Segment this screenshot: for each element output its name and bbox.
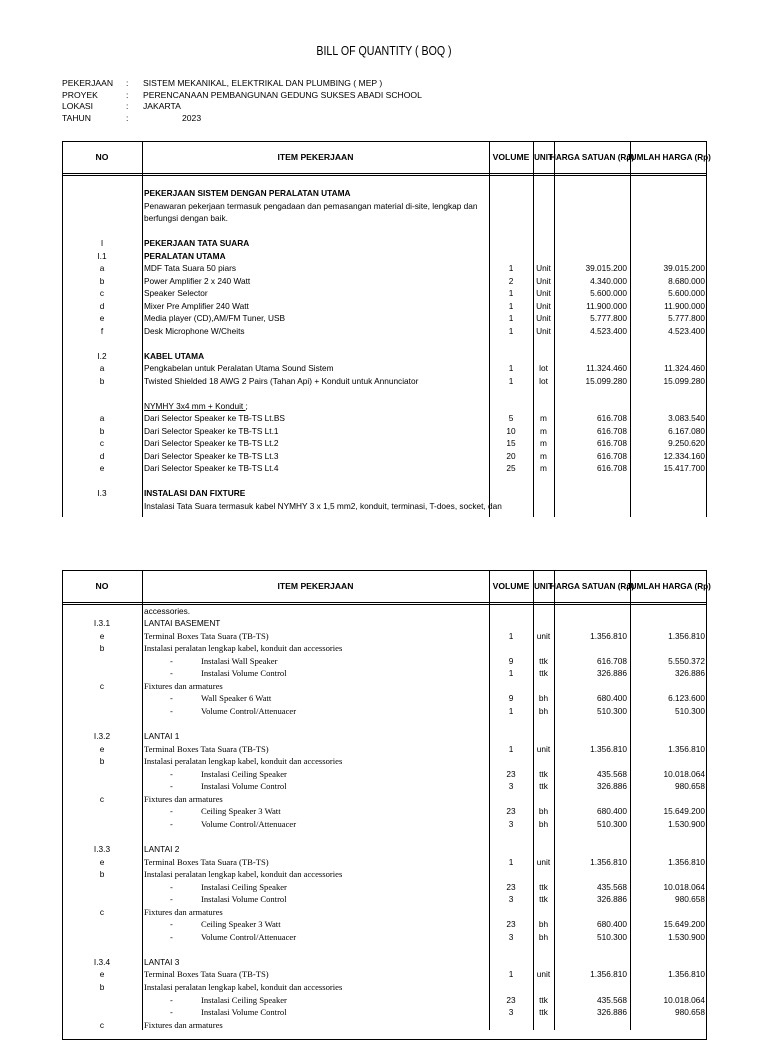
unit-value: ttk: [539, 655, 548, 666]
total-price: 6.123.600: [668, 693, 705, 704]
dash-marker: -: [170, 931, 173, 942]
row-number: a: [99, 413, 105, 423]
unit-price: 1.356.810: [590, 969, 627, 980]
boq-table-1: [62, 141, 711, 517]
unit-price: 4.340.000: [590, 275, 627, 286]
volume-value: 1: [508, 313, 514, 323]
item-description: KABEL UTAMA: [144, 350, 205, 361]
total-price: 10.018.064: [663, 768, 705, 779]
row-number: a: [99, 263, 105, 273]
total-price: 510.300: [675, 705, 705, 716]
document-title: BILL OF QUANTITY ( BOQ ): [316, 44, 452, 58]
meta-value: PERENCANAAN PEMBANGUNAN GEDUNG SUKSES ABADI SCHOOL: [143, 89, 422, 100]
item-description: LANTAI BASEMENT: [144, 618, 221, 629]
unit-value: unit: [536, 856, 551, 867]
unit-price: 39.015.200: [585, 263, 627, 273]
item-description: Fixtures dan armatures: [144, 793, 223, 804]
total-price: 11.900.000: [664, 300, 705, 311]
total-price: 39.015.200: [663, 263, 705, 273]
row-number: b: [99, 375, 105, 386]
unit-price: 616.708: [597, 655, 627, 666]
unit-price: 435.568: [597, 994, 627, 1005]
header-unit: UNIT: [534, 152, 553, 162]
item-description: Terminal Boxes Tata Suara (TB-TS): [144, 743, 269, 754]
item-description: PEKERJAAN SISTEM DENGAN PERALATAN UTAMA: [144, 188, 351, 198]
item-description: Volume Control/Attenuacer: [201, 705, 297, 716]
item-description: LANTAI 2: [144, 843, 180, 854]
item-description: Dari Selector Speaker ke TB-TS Lt.4: [144, 463, 279, 473]
unit-value: ttk: [539, 881, 548, 892]
unit-value: Unit: [536, 275, 551, 286]
volume-value: 3: [508, 931, 514, 942]
unit-price: 680.400: [597, 693, 627, 704]
item-description: Instalasi peralatan lengkap kabel, konduit dan accessories: [144, 643, 343, 654]
total-price: 980.658: [675, 781, 705, 792]
meta-value: 2023: [182, 112, 202, 123]
volume-value: 1: [508, 375, 514, 386]
header-unit: UNIT: [534, 581, 553, 591]
unit-value: unit: [536, 743, 551, 754]
unit-value: lot: [539, 375, 548, 386]
meta-label: TAHUN: [62, 112, 91, 123]
volume-value: 9: [508, 655, 514, 666]
unit-price: 326.886: [597, 668, 627, 679]
total-price: 15.649.200: [663, 806, 705, 817]
row-number: I.1: [97, 250, 107, 261]
volume-value: 1: [508, 363, 514, 373]
row-number: e: [99, 630, 105, 641]
item-description: Fixtures dan armatures: [144, 680, 223, 691]
volume-value: 1: [508, 743, 514, 754]
meta-colon: :: [126, 89, 129, 100]
total-price: 3.083.540: [668, 413, 705, 423]
volume-value: 23: [506, 806, 516, 817]
item-description: Terminal Boxes Tata Suara (TB-TS): [144, 969, 269, 980]
item-description: Instalasi Ceiling Speaker: [201, 994, 287, 1005]
unit-price: 5.600.000: [590, 288, 627, 298]
dash-marker: -: [170, 1007, 173, 1018]
header-total: JUMLAH HARGA (Rp): [626, 152, 711, 162]
row-number: e: [99, 463, 105, 473]
item-description: Dari Selector Speaker ke TB-TS Lt.BS: [144, 413, 285, 423]
total-price: 1.356.810: [668, 856, 705, 867]
total-price: 4.523.400: [668, 325, 705, 336]
unit-value: m: [540, 450, 547, 461]
dash-marker: -: [170, 655, 173, 666]
item-description: Dari Selector Speaker ke TB-TS Lt.3: [144, 450, 279, 461]
unit-price: 510.300: [597, 931, 627, 942]
item-description: Desk Microphone W/Cheits: [144, 325, 245, 336]
row-number: I.3.4: [93, 956, 111, 967]
meta-colon: :: [126, 101, 129, 111]
dash-marker: -: [170, 693, 173, 704]
item-description: Penawaran pekerjaan termasuk pengadaan dan pemasangan material di-site, lengkap dan: [144, 200, 478, 211]
dash-marker: -: [170, 919, 173, 930]
header-total: JUMLAH HARGA (Rp): [626, 581, 711, 591]
item-description: Instalasi Ceiling Speaker: [201, 768, 287, 779]
volume-value: 1: [508, 630, 514, 641]
header-no: NO: [95, 581, 109, 591]
item-description: Ceiling Speaker 3 Watt: [201, 806, 281, 817]
dash-marker: -: [170, 818, 173, 829]
unit-value: ttk: [539, 1007, 548, 1018]
meta-label: PEKERJAAN: [62, 78, 114, 88]
unit-value: bh: [538, 931, 549, 942]
volume-value: 3: [508, 1007, 514, 1018]
item-description: Dari Selector Speaker ke TB-TS Lt.1: [144, 425, 279, 436]
row-number: b: [99, 869, 105, 880]
unit-price: 11.900.000: [586, 300, 627, 311]
item-description: Wall Speaker 6 Watt: [201, 693, 272, 704]
unit-value: Unit: [536, 313, 551, 323]
item-description: Fixtures dan armatures: [144, 906, 223, 917]
unit-value: ttk: [539, 894, 548, 905]
total-price: 5.550.372: [668, 655, 705, 666]
dash-marker: -: [170, 994, 173, 1005]
unit-value: unit: [536, 969, 551, 980]
item-description: Fixtures dan armatures: [144, 1019, 223, 1030]
unit-value: ttk: [539, 994, 548, 1005]
row-number: e: [99, 743, 105, 754]
row-number: d: [99, 300, 105, 311]
unit-price: 4.523.400: [590, 325, 627, 336]
item-description: Instalasi Ceiling Speaker: [201, 881, 287, 892]
item-description: berfungsi dengan baik.: [144, 213, 228, 223]
item-description: Instalasi Tata Suara termasuk kabel NYMHY 3 x 1,5 mm2, konduit, terminasi, T-does, socket, dan: [144, 500, 502, 511]
item-description: LANTAI 3: [144, 956, 180, 967]
unit-price: 510.300: [597, 705, 627, 716]
volume-value: 23: [506, 919, 516, 930]
meta-label: PROYEK: [62, 89, 98, 100]
item-description: NYMHY 3x4 mm + Konduit ;: [144, 400, 248, 411]
dash-marker: -: [170, 768, 173, 779]
item-description: Terminal Boxes Tata Suara (TB-TS): [144, 630, 269, 641]
unit-price: 616.708: [597, 438, 627, 448]
total-price: 15.099.280: [663, 375, 705, 386]
row-number: I.3.3: [93, 843, 111, 854]
unit-price: 326.886: [597, 1007, 627, 1018]
total-price: 5.777.800: [668, 313, 705, 323]
row-number: c: [99, 793, 105, 804]
unit-value: bh: [538, 818, 549, 829]
item-description: Instalasi peralatan lengkap kabel, konduit dan accessories: [144, 756, 343, 767]
total-price: 1.530.900: [668, 931, 705, 942]
row-number: I.3: [97, 488, 107, 498]
unit-price: 616.708: [597, 463, 627, 473]
unit-price: 5.777.800: [590, 313, 627, 323]
item-description: Twisted Shielded 18 AWG 2 Pairs (Tahan Api) + Konduit untuk Annunciator: [144, 375, 419, 386]
unit-value: bh: [538, 919, 549, 930]
row-number: I.3.1: [93, 618, 111, 629]
volume-value: 5: [508, 413, 514, 423]
unit-value: m: [540, 413, 547, 423]
item-description: accessories.: [144, 605, 191, 616]
unit-value: ttk: [539, 668, 548, 679]
total-price: 12.334.160: [663, 450, 705, 461]
item-description: Instalasi Volume Control: [201, 668, 287, 679]
unit-price: 1.356.810: [590, 743, 627, 754]
meta-colon: :: [126, 78, 129, 88]
header-volume: VOLUME: [492, 581, 530, 591]
unit-value: Unit: [536, 325, 551, 336]
row-number: c: [99, 438, 105, 448]
unit-value: Unit: [536, 288, 551, 298]
boq-table-2: [62, 570, 711, 1030]
total-price: 9.250.620: [668, 438, 705, 448]
item-description: Terminal Boxes Tata Suara (TB-TS): [144, 856, 269, 867]
unit-value: Unit: [536, 300, 551, 311]
row-number: c: [99, 288, 105, 298]
total-price: 1.356.810: [668, 630, 705, 641]
total-price: 1.356.810: [668, 743, 705, 754]
item-description: Pengkabelan untuk Peralatan Utama Sound Sistem: [144, 363, 334, 373]
total-price: 15.417.700: [663, 463, 705, 473]
volume-value: 3: [508, 781, 514, 792]
header-item: ITEM PEKERJAAN: [277, 581, 354, 591]
unit-price: 11.324.460: [586, 363, 627, 373]
meta-value: JAKARTA: [143, 101, 181, 111]
unit-value: lot: [539, 363, 548, 373]
row-number: f: [100, 325, 104, 336]
total-price: 1.530.900: [668, 818, 705, 829]
item-description: Mixer Pre Amplifier 240 Watt: [144, 300, 249, 311]
total-price: 11.324.460: [664, 363, 705, 373]
volume-value: 1: [508, 263, 514, 273]
volume-value: 9: [508, 693, 514, 704]
dash-marker: -: [170, 881, 173, 892]
volume-value: 1: [508, 668, 514, 679]
volume-value: 1: [508, 300, 514, 311]
unit-price: 510.300: [597, 818, 627, 829]
header-price: HARGA SATUAN (Rp): [549, 152, 635, 162]
total-price: 10.018.064: [663, 994, 705, 1005]
dash-marker: -: [170, 705, 173, 716]
volume-value: 3: [508, 818, 514, 829]
meta-label: LOKASI: [62, 101, 94, 111]
unit-price: 15.099.280: [585, 375, 627, 386]
volume-value: 1: [508, 705, 514, 716]
row-number: c: [99, 906, 105, 917]
header-volume: VOLUME: [492, 152, 530, 162]
volume-value: 1: [508, 325, 514, 336]
unit-value: m: [540, 463, 547, 473]
meta-value: SISTEM MEKANIKAL, ELEKTRIKAL DAN PLUMBING ( MEP ): [143, 78, 383, 88]
row-number: I: [100, 238, 104, 248]
row-number: e: [99, 969, 105, 980]
volume-value: 23: [506, 994, 516, 1005]
unit-value: ttk: [539, 781, 548, 792]
unit-price: 616.708: [597, 425, 627, 436]
header-price: HARGA SATUAN (Rp): [549, 581, 635, 591]
row-number: a: [99, 363, 105, 373]
unit-price: 680.400: [597, 919, 627, 930]
item-description: Dari Selector Speaker ke TB-TS Lt.2: [144, 438, 279, 448]
unit-value: m: [540, 438, 547, 448]
unit-price: 616.708: [597, 413, 627, 423]
item-description: Instalasi peralatan lengkap kabel, konduit dan accessories: [144, 869, 343, 880]
item-description: LANTAI 1: [144, 731, 180, 741]
volume-value: 1: [508, 856, 514, 867]
unit-value: bh: [538, 806, 549, 817]
item-description: Instalasi peralatan lengkap kabel, konduit dan accessories: [144, 982, 343, 992]
item-description: INSTALASI DAN FIXTURE: [144, 488, 246, 498]
volume-value: 15: [506, 438, 516, 448]
item-description: Instalasi Volume Control: [201, 781, 287, 792]
total-price: 8.680.000: [668, 275, 705, 286]
row-number: c: [99, 1019, 105, 1030]
unit-value: bh: [538, 693, 549, 704]
row-number: b: [99, 275, 105, 286]
total-price: 6.167.080: [668, 425, 705, 436]
volume-value: 20: [506, 450, 516, 461]
unit-price: 435.568: [597, 881, 627, 892]
unit-price: 326.886: [597, 781, 627, 792]
unit-price: 616.708: [597, 450, 627, 461]
total-price: 980.658: [675, 1007, 705, 1018]
unit-value: bh: [538, 705, 549, 716]
volume-value: 25: [506, 463, 516, 473]
item-description: Media player (CD),AM/FM Tuner, USB: [144, 313, 286, 323]
item-description: Speaker Selector: [144, 288, 208, 298]
volume-value: 1: [508, 288, 514, 298]
total-price: 15.649.200: [663, 919, 705, 930]
volume-value: 2: [508, 275, 514, 286]
dash-marker: -: [170, 668, 173, 679]
row-number: b: [99, 425, 105, 436]
item-description: PEKERJAAN TATA SUARA: [144, 238, 250, 248]
dash-marker: -: [170, 806, 173, 817]
total-price: 1.356.810: [668, 969, 705, 980]
row-number: e: [99, 856, 105, 867]
row-number: b: [99, 756, 105, 767]
unit-price: 435.568: [597, 768, 627, 779]
volume-value: 23: [506, 768, 516, 779]
dash-marker: -: [170, 894, 173, 905]
item-description: Ceiling Speaker 3 Watt: [201, 919, 281, 930]
volume-value: 10: [506, 425, 516, 436]
row-number: c: [99, 680, 105, 691]
row-number: I.2: [97, 350, 107, 361]
item-description: Volume Control/Attenuacer: [201, 818, 297, 829]
row-number: I.3.2: [93, 731, 111, 741]
total-price: 980.658: [675, 894, 705, 905]
unit-value: unit: [536, 630, 551, 641]
unit-value: ttk: [539, 768, 548, 779]
unit-value: Unit: [536, 263, 551, 273]
item-description: MDF Tata Suara 50 piars: [144, 263, 237, 273]
dash-marker: -: [170, 781, 173, 792]
unit-price: 326.886: [597, 894, 627, 905]
row-number: b: [99, 643, 105, 654]
volume-value: 1: [508, 969, 514, 980]
unit-price: 1.356.810: [590, 630, 627, 641]
row-number: d: [99, 450, 105, 461]
item-description: Volume Control/Attenuacer: [201, 931, 297, 942]
header-item: ITEM PEKERJAAN: [277, 152, 354, 162]
meta-colon: :: [126, 112, 129, 123]
unit-price: 680.400: [597, 806, 627, 817]
total-price: 326.886: [675, 668, 705, 679]
total-price: 5.600.000: [668, 288, 705, 298]
total-price: 10.018.064: [663, 881, 705, 892]
volume-value: 23: [506, 881, 516, 892]
row-number: b: [99, 982, 105, 992]
item-description: PERALATAN UTAMA: [144, 250, 226, 261]
unit-price: 1.356.810: [590, 856, 627, 867]
item-description: Power Amplifier 2 x 240 Watt: [144, 275, 251, 286]
item-description: Instalasi Wall Speaker: [201, 655, 278, 666]
item-description: Instalasi Volume Control: [201, 894, 287, 905]
volume-value: 3: [508, 894, 514, 905]
row-number: e: [99, 313, 105, 323]
item-description: Instalasi Volume Control: [201, 1007, 287, 1018]
header-no: NO: [95, 152, 109, 162]
unit-value: m: [540, 425, 547, 436]
